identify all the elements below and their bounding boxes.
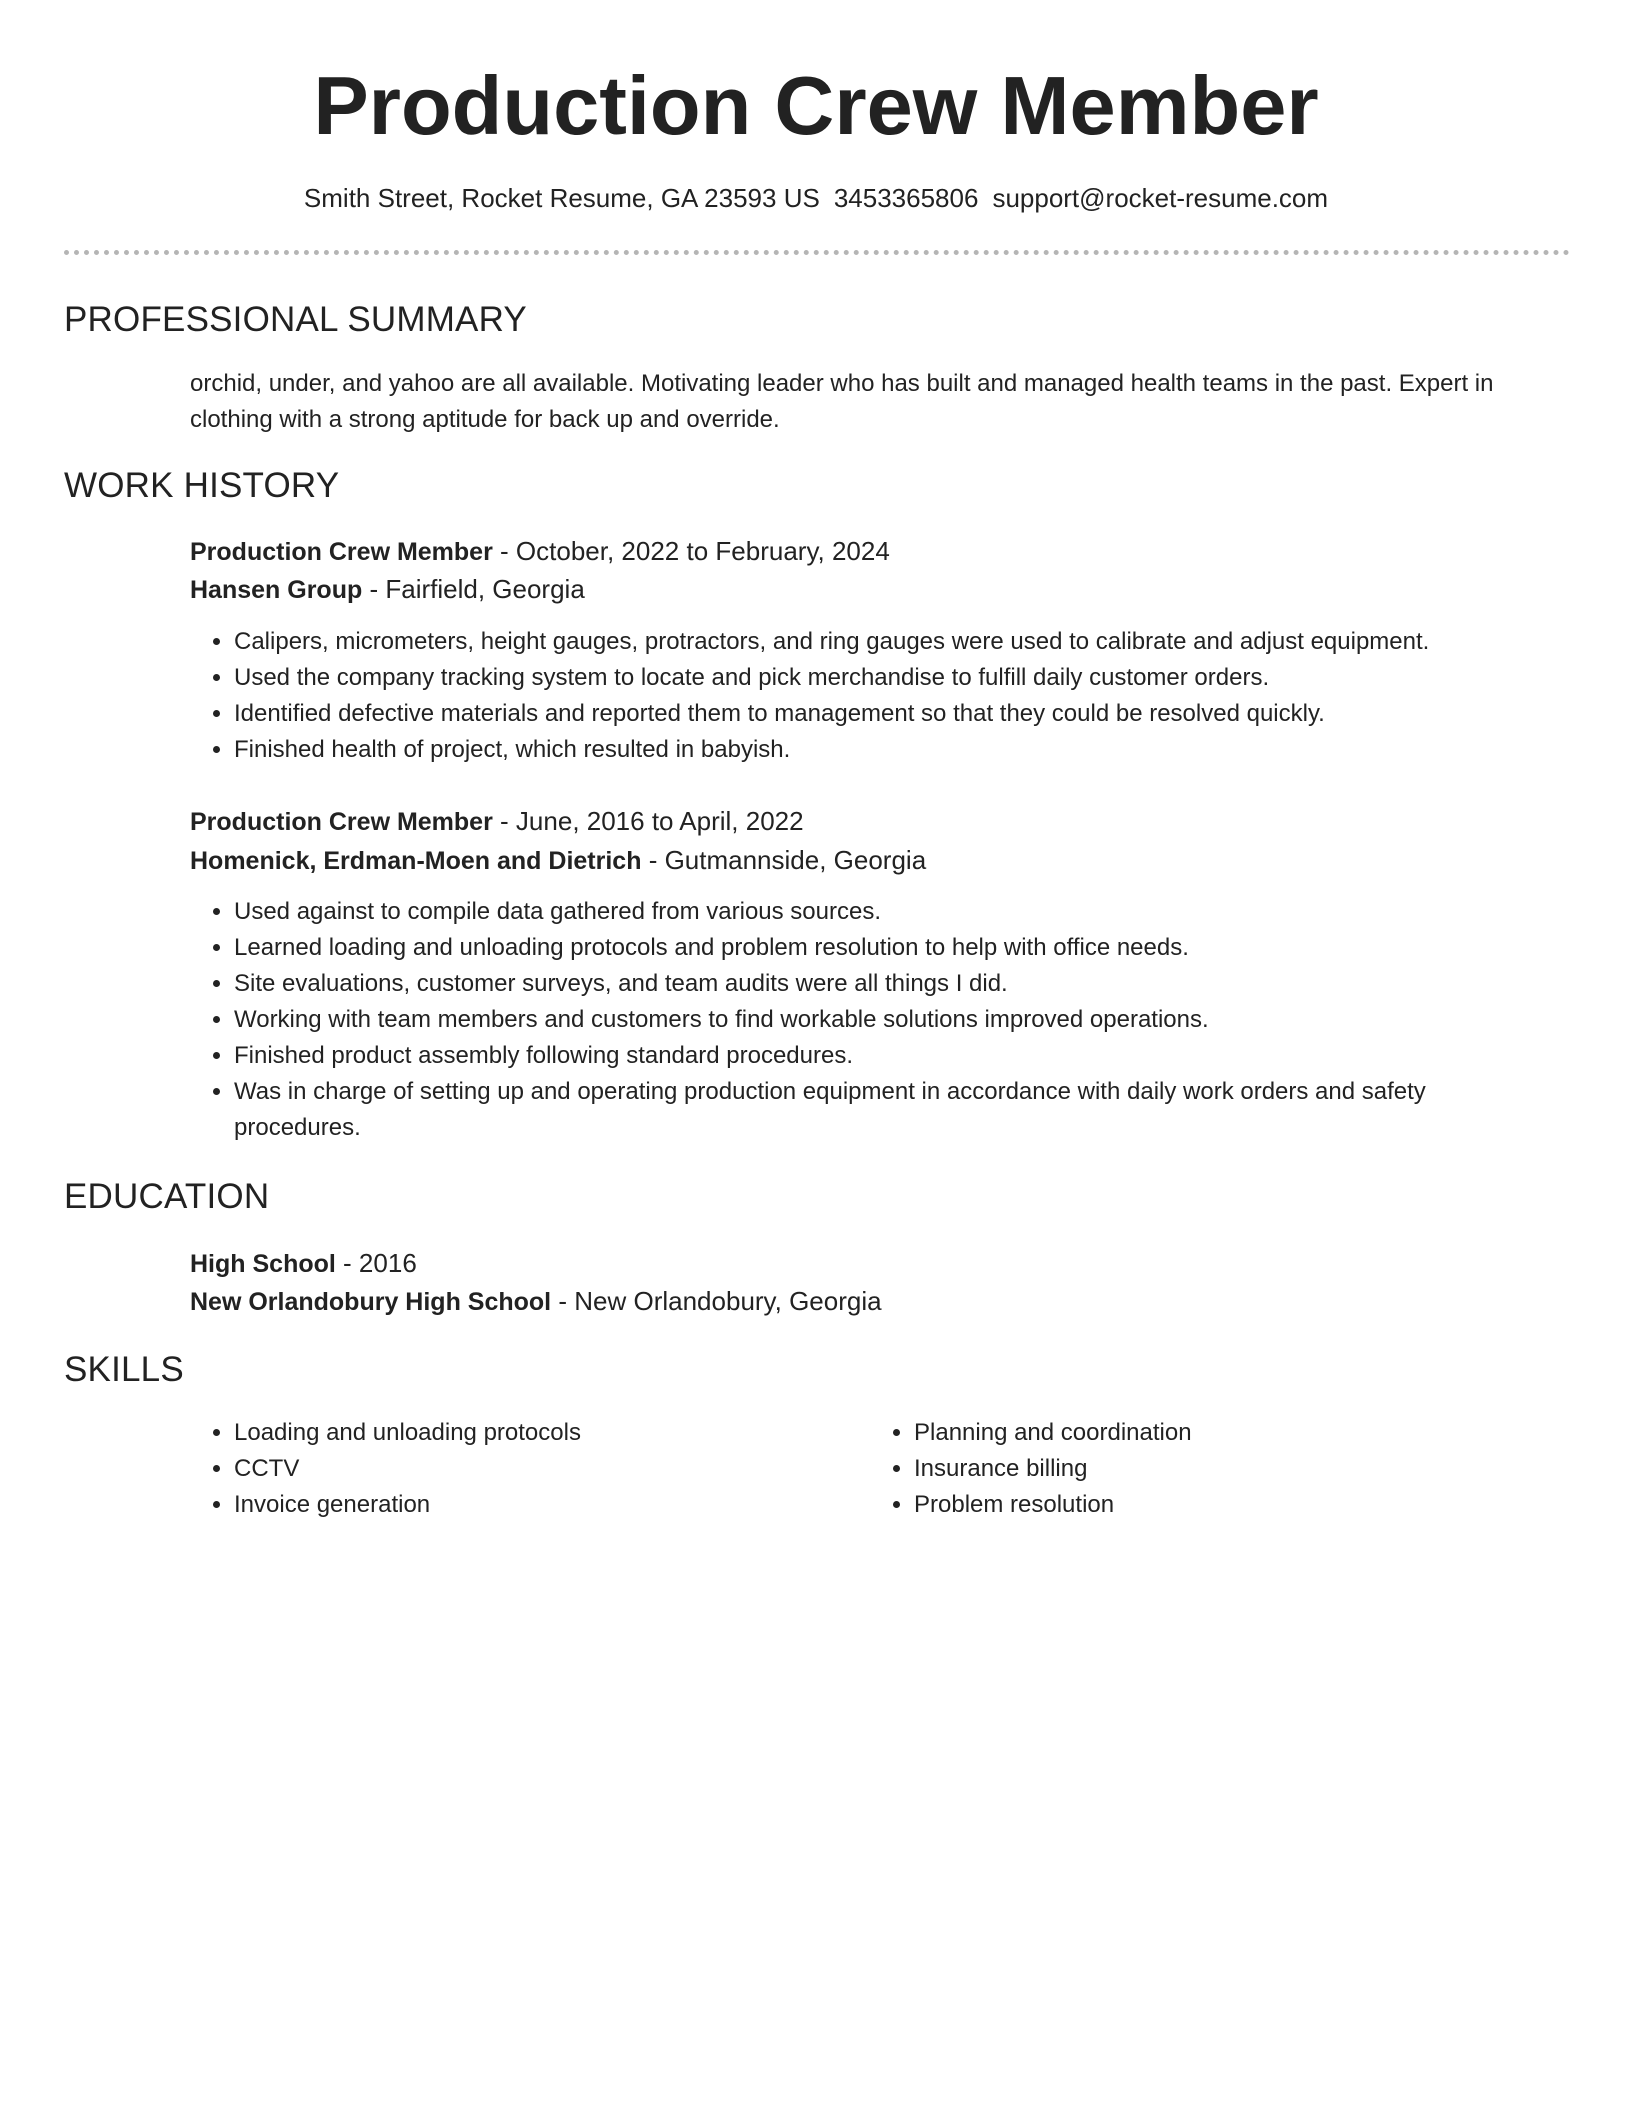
education-school: New Orlandobury High School	[190, 1288, 552, 1316]
job-2-dates: - June, 2016 to April, 2022	[492, 806, 804, 836]
list-item: • Learned loading and unloading protocols and problem resolution to help with office needs.	[234, 930, 1554, 966]
skills-list-right	[870, 1415, 1534, 1523]
section-title-skills: SKILLS	[64, 1350, 184, 1389]
section-title-education: EDUCATION	[64, 1177, 270, 1216]
job-2-bullets	[190, 894, 1554, 1146]
job-2-company: Homenick, Erdman-Moen and Dietrich	[190, 847, 642, 875]
education-degree-line	[190, 1244, 1540, 1283]
skill-item: • Insurance billing	[914, 1451, 1534, 1487]
resume-name: Production Crew Member	[313, 59, 1319, 152]
contact-address: Smith Street, Rocket Resume, GA 23593 US	[303, 183, 820, 213]
job-1-company: Hansen Group	[190, 576, 363, 604]
education-school-line	[190, 1282, 1540, 1321]
section-title-work-history: WORK HISTORY	[64, 466, 340, 505]
list-item: • Finished health of project, which resulted in babyish.	[234, 732, 1554, 768]
job-2-location: - Gutmannside, Georgia	[641, 845, 927, 875]
section-title-summary: PROFESSIONAL SUMMARY	[64, 300, 527, 339]
list-item: • Used against to compile data gathered from various sources.	[234, 894, 1554, 930]
skill-item: • Problem resolution	[914, 1487, 1534, 1523]
education-year: - 2016	[335, 1248, 417, 1278]
job-1-title-line	[190, 532, 1540, 571]
skill-item: • CCTV	[234, 1451, 854, 1487]
skills-list-left	[190, 1415, 854, 1523]
list-item: • Used the company tracking system to locate and pick merchandise to fulfill daily customer orders.	[234, 660, 1554, 696]
contact-phone: 3453365806	[833, 183, 979, 213]
job-2-title-line	[190, 802, 1540, 841]
skill-item: • Planning and coordination	[914, 1415, 1534, 1451]
skill-item: • Loading and unloading protocols	[234, 1415, 854, 1451]
skill-item: • Invoice generation	[234, 1487, 854, 1523]
list-item: • Working with team members and customers to find workable solutions improved operations.	[234, 1002, 1554, 1038]
summary-text: orchid, under, and yahoo are all available. Motivating leader who has built and managed health teams in the past. Expert in clothing with a strong aptitude for back up and override.	[190, 370, 1494, 433]
contact-line	[0, 180, 1632, 216]
job-2-role: Production Crew Member	[190, 808, 493, 836]
header-divider	[64, 250, 1570, 255]
job-1-bullets	[190, 624, 1554, 768]
education-location: - New Orlandobury, Georgia	[551, 1286, 882, 1316]
job-1-location: - Fairfield, Georgia	[362, 574, 585, 604]
list-item: • Finished product assembly following standard procedures.	[234, 1038, 1554, 1074]
education-degree: High School	[190, 1250, 336, 1278]
list-item: • Calipers, micrometers, height gauges, protractors, and ring gauges were used to calibrate and adjust equipment.	[234, 624, 1554, 660]
job-1-role: Production Crew Member	[190, 538, 493, 566]
job-2-company-line	[190, 841, 1540, 880]
list-item: • Site evaluations, customer surveys, and team audits were all things I did.	[234, 966, 1554, 1002]
list-item: • Identified defective materials and reported them to management so that they could be resolved quickly.	[234, 696, 1554, 732]
contact-email: support@rocket-resume.com	[992, 183, 1329, 213]
job-1-dates: - October, 2022 to February, 2024	[492, 536, 890, 566]
job-1-company-line	[190, 570, 1540, 609]
list-item: • Was in charge of setting up and operating production equipment in accordance with daily work orders and safety procedures.	[234, 1074, 1554, 1146]
